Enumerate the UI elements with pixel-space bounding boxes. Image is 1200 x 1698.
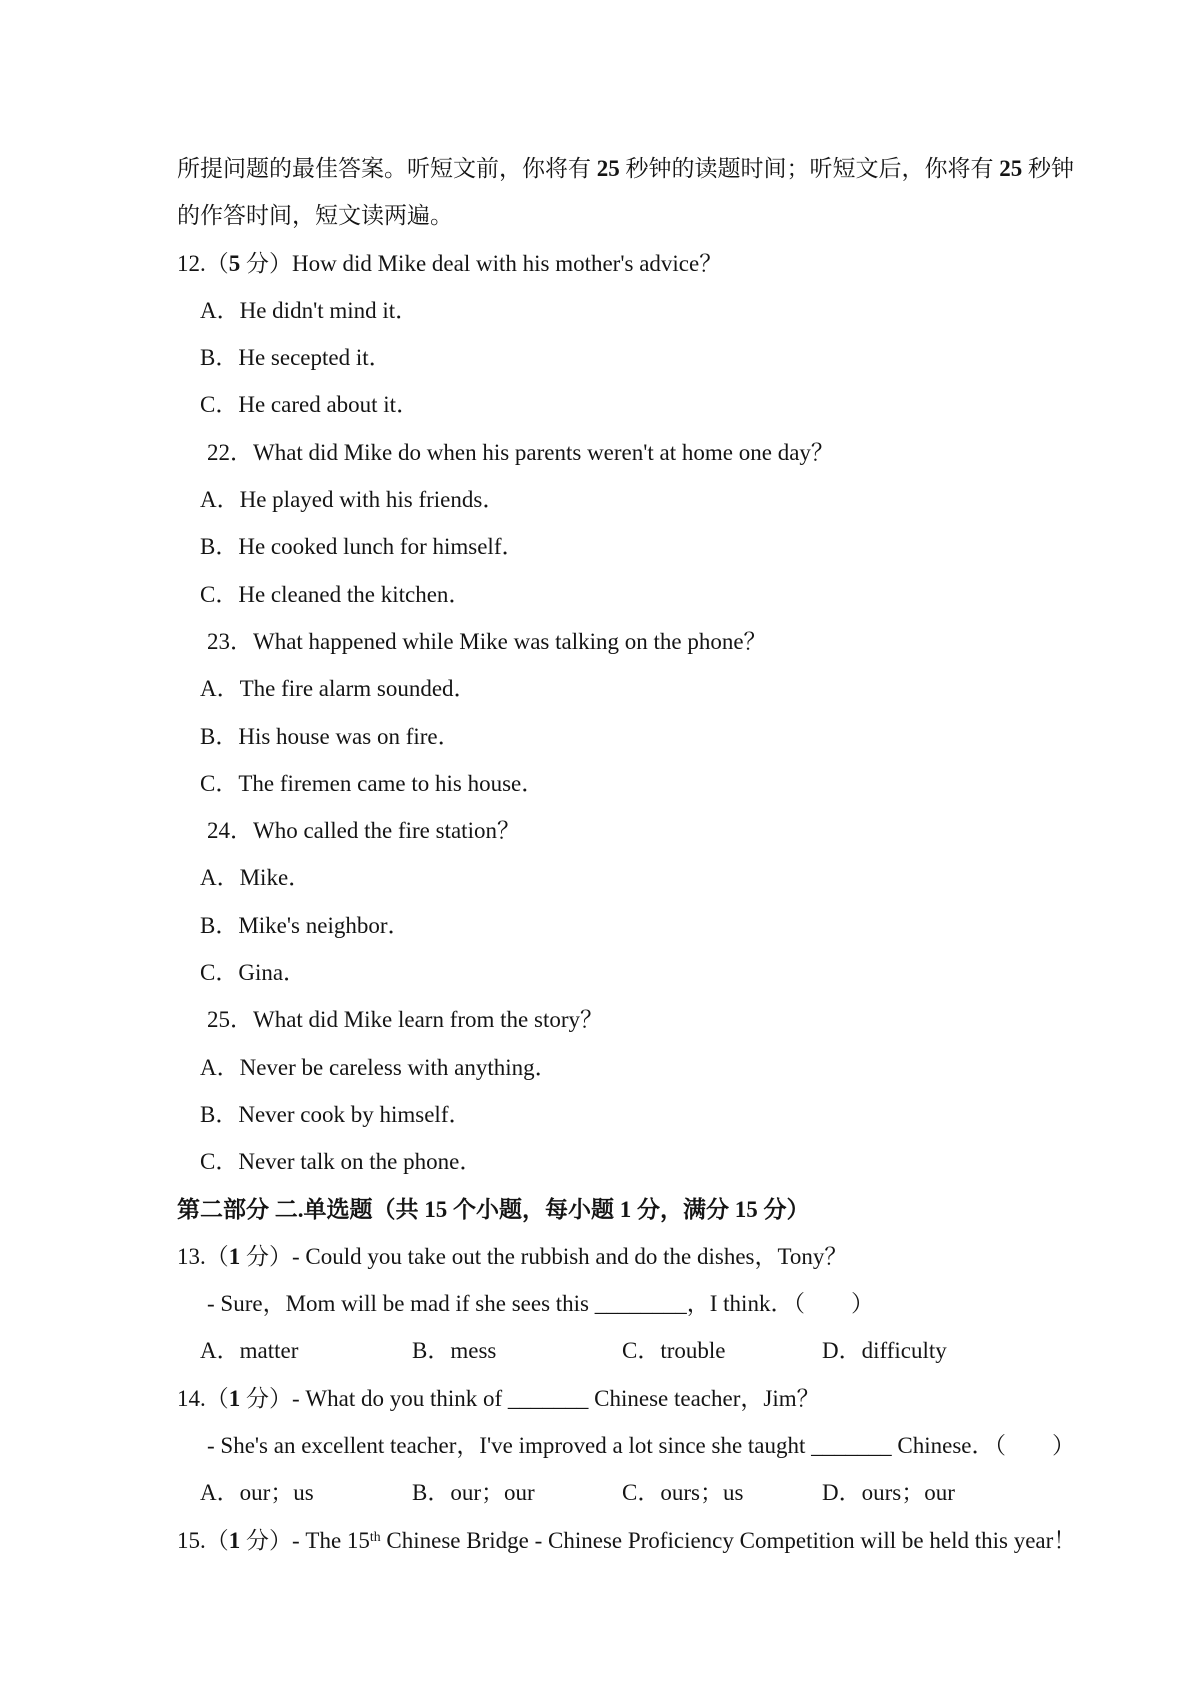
intro-text-2: 秒钟的读题时间；听短文后，你将有: [619, 156, 1000, 181]
q24-option-c: C．Gina．: [200, 960, 307, 986]
q24-option-b: B．Mike's neighbor．: [200, 912, 411, 938]
document-page: [177, 145, 1077, 1564]
q23-option-c: C．The firemen came to his house．: [200, 770, 545, 796]
q15-question-text-2: Chinese Bridge - Chinese Proficiency Competition will be held this year！: [380, 1527, 1077, 1553]
q13-score-unit: 分）: [240, 1243, 292, 1269]
q13-option-b: B．mess: [412, 1338, 497, 1364]
q25-stem: 25．What did Mike learn from the story？: [207, 1007, 604, 1033]
q12-score-unit: 分）: [240, 250, 292, 276]
intro-line-1: [177, 145, 1074, 192]
q13-option-d: D．difficulty: [822, 1338, 947, 1364]
q13-option-a: A．matter: [200, 1338, 299, 1364]
q22-stem: 22．What did Mike do when his parents weren't at home one day？: [207, 439, 834, 465]
q22-option-c: C．He cleaned the kitchen．: [200, 581, 472, 607]
q25-option-c: C．Never talk on the phone．: [200, 1149, 483, 1175]
q14-option-d: D．ours；our: [822, 1480, 955, 1506]
intro-number-1: 25: [596, 156, 620, 181]
q15-ordinal-suffix: th: [369, 1528, 381, 1544]
q14-score: 1: [228, 1385, 241, 1411]
q12-score: 5: [228, 250, 241, 276]
q12-option-c: C．He cared about it．: [200, 392, 420, 418]
q12-number: 12.（: [177, 250, 229, 276]
q13-stem: [177, 1233, 1020, 1280]
q14-option-c: C．ours；us: [622, 1480, 744, 1506]
intro-text-1: 所提问题的最佳答案。听短文前，你将有: [177, 156, 597, 181]
q13-reply: - Sure，Mom will be mad if she sees this ________，I think．（ ）: [207, 1291, 874, 1317]
q15-score-unit: 分）: [240, 1527, 292, 1553]
q22-option-a: A．He played with his friends．: [200, 487, 506, 513]
q24-stem: 24．Who called the fire station？: [207, 818, 520, 844]
q13-option-c: C．trouble: [622, 1338, 726, 1364]
q15-number: 15.（: [177, 1527, 229, 1553]
q23-option-a: A．The fire alarm sounded．: [200, 676, 477, 702]
q14-option-b: B．our；our: [412, 1480, 535, 1506]
q14-score-unit: 分）: [240, 1385, 292, 1411]
q25-option-b: B．Never cook by himself．: [200, 1101, 472, 1127]
q23-stem: 23．What happened while Mike was talking on the phone？: [207, 628, 767, 654]
q15-score: 1: [228, 1527, 241, 1553]
q14-reply: - She's an excellent teacher，I've improved a lot since she taught _______ Chinese．（ ）: [207, 1433, 1076, 1459]
intro-number-2: 25: [999, 156, 1023, 181]
q25-option-a: A．Never be careless with anything．: [200, 1054, 558, 1080]
section2-header: 第二部分 二.单选题（共 15 个小题，每小题 1 分，满分 15 分）: [177, 1196, 810, 1222]
intro-line-2: 的作答时间，短文读两遍。: [177, 203, 453, 229]
q12-question-text: How did Mike deal with his mother's advice？: [292, 250, 723, 276]
q22-option-b: B．He cooked lunch for himself．: [200, 534, 525, 560]
q13-question-text: - Could you take out the rubbish and do the dishes，Tony？: [292, 1243, 848, 1269]
q15-stem: [177, 1517, 1077, 1564]
q23-option-b: B．His house was on fire．: [200, 723, 461, 749]
q14-stem: [177, 1375, 1020, 1422]
q15-question-text-1: - The 15: [292, 1527, 370, 1553]
q14-option-a: A．our；us: [200, 1480, 314, 1506]
q12-option-a: A．He didn't mind it．: [200, 297, 419, 323]
intro-text-3: 秒钟: [1022, 156, 1074, 181]
q12-stem: [177, 240, 1020, 287]
q13-score: 1: [228, 1243, 241, 1269]
q24-option-a: A．Mike．: [200, 865, 312, 891]
q13-number: 13.（: [177, 1243, 229, 1269]
q14-question-text: - What do you think of _______ Chinese teacher，Jim？: [292, 1385, 820, 1411]
q13-options-row: [177, 1327, 1020, 1374]
q12-option-b: B．He secepted it．: [200, 345, 392, 371]
q14-number: 14.（: [177, 1385, 229, 1411]
q14-options-row: [177, 1469, 1020, 1516]
